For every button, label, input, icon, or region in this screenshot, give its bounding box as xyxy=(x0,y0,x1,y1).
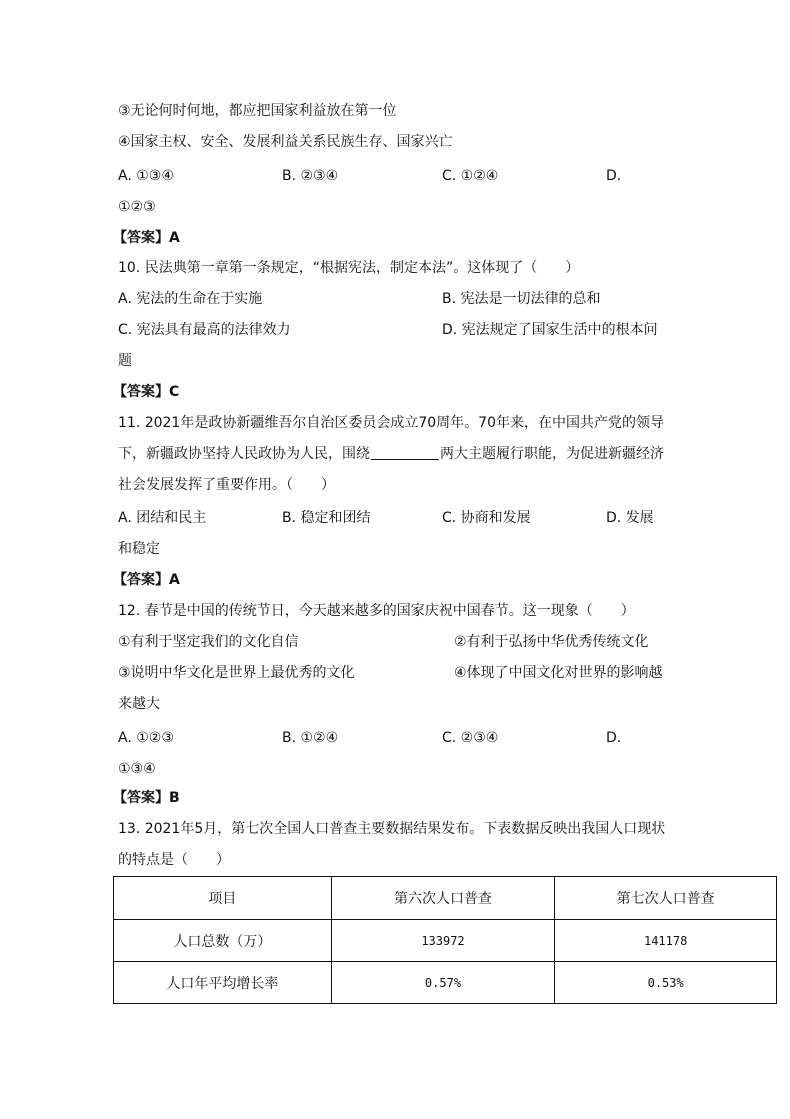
table-cell: 141178 xyxy=(555,920,777,962)
question-12-option-c: C. ②③④ xyxy=(442,730,499,746)
table-header-cell: 第七次人口普查 xyxy=(555,877,777,920)
question-11-option-a: A. 团结和民主 xyxy=(118,510,207,526)
question-12-option-a: A. ①②③ xyxy=(118,730,174,746)
question-10-option-d-continued: 题 xyxy=(118,353,132,369)
table-header-cell: 项目 xyxy=(114,877,332,920)
table-row xyxy=(114,920,777,962)
table-cell: 人口年平均增长率 xyxy=(114,962,332,1004)
question-11-stem-line-1: 11. 2021年是政协新疆维吾尔自治区委员会成立70周年。70年来，在中国共产党的领导 xyxy=(118,415,664,431)
question-11-answer: 【答案】A xyxy=(113,572,180,588)
question-9-option-b: B. ②③④ xyxy=(282,168,339,184)
question-12-statement-2: ②有利于弘扬中华优秀传统文化 xyxy=(454,634,649,650)
question-10-option-b: B. 宪法是一切法律的总和 xyxy=(442,291,601,307)
table-cell: 0.57% xyxy=(331,962,555,1004)
question-12-statement-3: ③说明中华文化是世界上最优秀的文化 xyxy=(118,665,355,681)
question-11-stem-line-3: 社会发展发挥了重要作用。（ ） xyxy=(118,477,335,493)
table-row xyxy=(114,962,777,1004)
question-12-answer: 【答案】B xyxy=(113,790,180,806)
question-12-option-d: D. xyxy=(606,730,622,746)
question-13-stem-line-2: 的特点是（ ） xyxy=(118,852,230,868)
table-cell: 人口总数（万） xyxy=(114,920,332,962)
question-12-option-b: B. ①②④ xyxy=(282,730,339,746)
question-11-stem-part-b: 两大主题履行职能，为促进新疆经济 xyxy=(440,446,664,462)
question-9-option-d: D. xyxy=(606,168,622,184)
question-12-statement-1: ①有利于坚定我们的文化自信 xyxy=(118,634,299,650)
question-9-option-d-continued: ①②③ xyxy=(118,199,156,215)
question-12-statement-4: ④体现了中国文化对世界的影响越 xyxy=(454,665,663,681)
question-9-option-c: C. ①②④ xyxy=(442,168,499,184)
question-13-stem-line-1: 13. 2021年5月，第七次全国人口普查主要数据结果发布。下表数据反映出我国人口现状 xyxy=(118,821,666,837)
question-11-option-c: C. 协商和发展 xyxy=(442,510,531,526)
question-11-option-b: B. 稳定和团结 xyxy=(282,510,371,526)
question-10-option-a: A. 宪法的生命在于实施 xyxy=(118,291,263,307)
question-10-option-d: D. 宪法规定了国家生活中的根本问 xyxy=(442,322,658,338)
question-12-option-d-continued: ①③④ xyxy=(118,761,156,777)
question-9-statement-4: ④国家主权、安全、发展利益关系民族生存、国家兴亡 xyxy=(118,134,453,150)
question-9-option-a: A. ①③④ xyxy=(118,168,174,184)
question-9-answer: 【答案】A xyxy=(113,230,180,246)
table-header-row xyxy=(114,877,777,920)
table-cell: 133972 xyxy=(331,920,555,962)
question-12-stem: 12. 春节是中国的传统节日，今天越来越多的国家庆祝中国春节。这一现象（ ） xyxy=(118,603,635,619)
table-cell: 0.53% xyxy=(555,962,777,1004)
question-11-stem-part-a: 下，新疆政协坚持人民政协为人民，围绕 xyxy=(118,446,370,462)
question-11-option-d-continued: 和稳定 xyxy=(118,541,160,557)
question-9-statement-3: ③无论何时何地，都应把国家利益放在第一位 xyxy=(118,103,397,119)
question-10-option-c: C. 宪法具有最高的法律效力 xyxy=(118,322,291,338)
question-11-stem-line-2 xyxy=(118,444,664,464)
question-10-stem: 10. 民法典第一章第一条规定，“根据宪法，制定本法”。这体现了（ ） xyxy=(118,260,580,276)
table-header-cell: 第六次人口普查 xyxy=(331,877,555,920)
question-12-statement-4-continued: 来越大 xyxy=(118,696,160,712)
fill-in-blank xyxy=(371,445,439,460)
question-11-option-d: D. 发展 xyxy=(606,510,654,526)
question-10-answer: 【答案】C xyxy=(113,384,180,400)
census-table xyxy=(113,876,777,1004)
